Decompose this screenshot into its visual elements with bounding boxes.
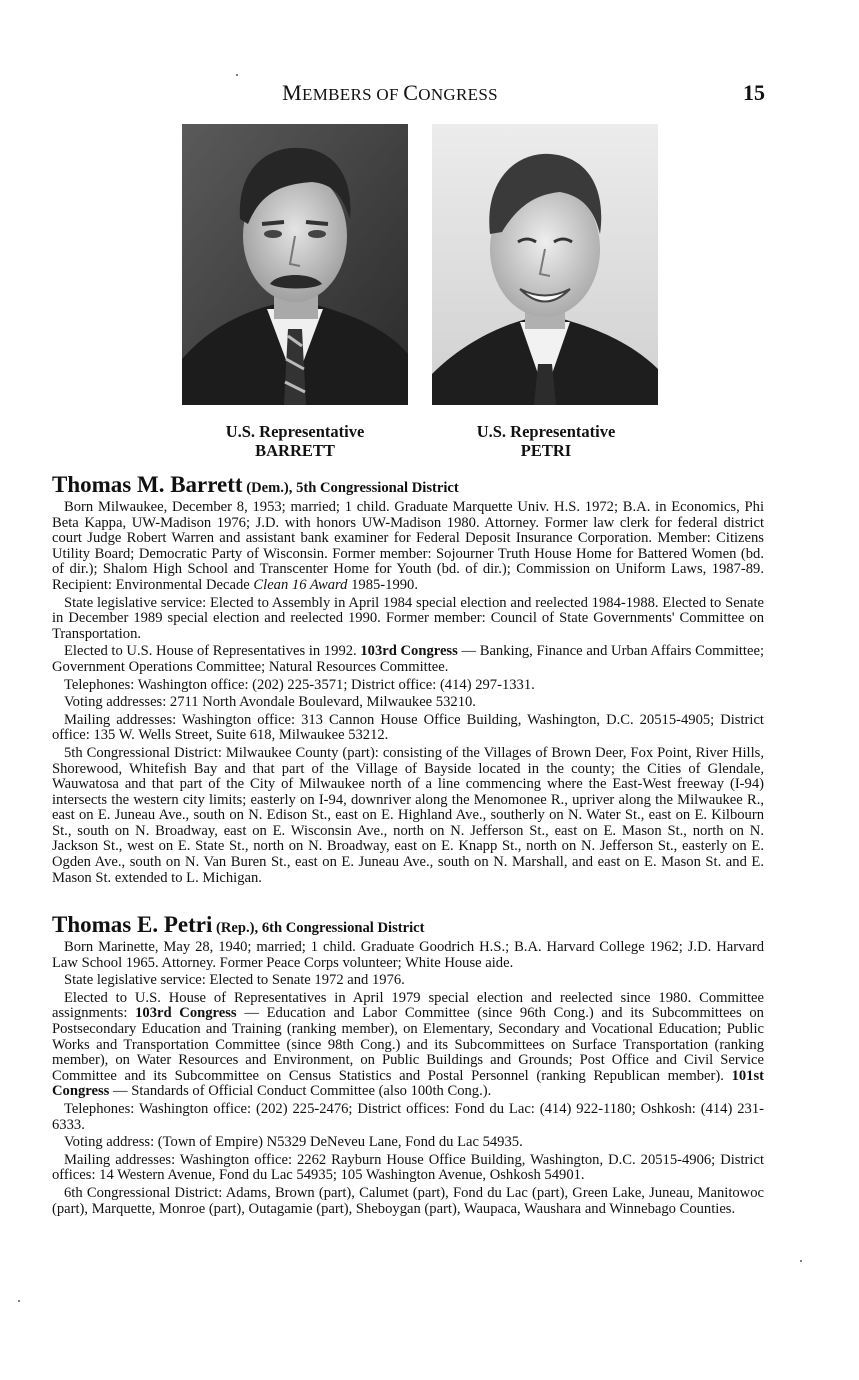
telephones-paragraph: Telephones: Washington office: (202) 225-3571; District office: (414) 297-1331.	[64, 676, 535, 693]
state-service-paragraph: State legislative service: Elected to Assembly in April 1984 special election and reelected 1984-1988. Elected to Senate in December 1989 special election and reelected 1990. Former member: Council of State Governments' Committee on Transportation.	[52, 594, 764, 642]
print-speck	[18, 1300, 20, 1302]
bio-born-paragraph: Born Marinette, May 28, 1940; married; 1 child. Graduate Goodrich H.S.; B.A. Harvard College 1962; J.D. Harvard Law School 1965. Attorney. Former Peace Corps volunteer; White House aide.	[52, 939, 764, 971]
photo-caption-barrett: U.S. Representative BARRETT	[225, 422, 365, 460]
telephones-paragraph: Telephones: Washington office: (202) 225-2476; District offices: Fond du Lac: (414) 922-1180; Oshkosh: (414) 231-6333.	[52, 1100, 764, 1133]
page-number: 15	[743, 80, 765, 105]
award-name: Clean 16 Award	[253, 576, 348, 593]
member-heading	[52, 474, 764, 499]
mailing-paragraph: Mailing addresses: Washington office: 313 Cannon House Office Building, Washington, D.C. 20515-4905; District office: 135 W. Wells Street, Suite 618, Milwaukee 53212.	[52, 711, 764, 744]
running-title: MEMBERS OF CONGRESS	[282, 80, 498, 105]
print-speck	[800, 1260, 802, 1262]
party-district: (Rep.), 6th Congressional District	[216, 920, 425, 936]
elected-paragraph: Elected to U.S. House of Representatives in April 1979 special election and reelected since 1980. Committee assignments: 103rd Congress — Education and Labor Committee (since 96th Cong.) and its Subcommittees on Postsecondary Education and Training (ranking member), on Elementary, Secondary and Vocational Education; Public Works and Transportation Committee (since 98th Cong.) and its Subcommittees on Surface Transportation (ranking member), on Water Resources and Environment, on Public Buildings and Grounds; Post Office and Civil Service Committee and its Subcommittee on Census Statistics and Postal Personnel (ranking Republican member). 101st Congress — Standards of Official Conduct Committee (also 100th Cong.).	[52, 989, 764, 1100]
bio-born-paragraph: Born Milwaukee, December 8, 1953; married; 1 child. Graduate Marquette Univ. H.S. 1972; B.A. in Economics, Phi Beta Kappa, UW-Madison 1976; J.D. with honors UW-Madison 1980. Attorney. Former law clerk for federal district court Judge Robert Warren and assistant bank examiner for Federal Deposit Insurance Corporation. Member: Citizens Utility Board; Democratic Party of Wisconsin. Former member: Sojourner Truth House Home for Battered Women (bd. of dir.); Shalom High School and Transcenter Home for Youth (bd. of dir.); Commission on Uniform Laws, 1987-89. Recipient: Environmental Decade Clean 16 Award 1985-1990.	[52, 499, 764, 593]
page-header	[0, 80, 859, 110]
member-name: Thomas M. Barrett	[52, 472, 243, 497]
bio-barrett	[52, 474, 764, 888]
mailing-paragraph: Mailing addresses: Washington office: 2262 Rayburn House Office Building, Washington, D.C. 20515-4906; District offices: 14 Western Avenue, Fond du Lac 54935; 105 Washington Avenue, Oshkosh 54901.	[52, 1151, 764, 1184]
district-paragraph: 5th Congressional District: Milwaukee County (part): consisting of the Villages of Brown Deer, Fox Point, River Hills, Shorewood, Whitefish Bay and that part of the Village of Bayside located in the county; the Cities of Glendale, Wauwatosa and that part of the City of Milwaukee north of a line commencing where the East-West freeway (I-94) intersects the western city limits; easterly on I-94, downriver along the Menomonee R., upriver along the Milwaukee R., east on E. Juneau Ave., south on N. Edison St., east on E. Highland Ave., southerly on N. Water St., east on E. Kilbourn St., south on N. Broadway, east on E. Wisconsin Ave., north on N. Jefferson St., east on E. Mason St., north on N. Jackson St., west on E. State St., north on N. Broadway, east on E. Knapp St., north on N. Jefferson St., easterly on E. Ogden Ave., south on N. Van Buren St., east on E. Juneau Ave., south on N. Marshall, and east on E. Mason St. and E. Mason St. extended to L. Michigan.	[52, 744, 764, 886]
member-heading	[52, 914, 764, 939]
print-speck	[236, 74, 238, 76]
district-paragraph: 6th Congressional District: Adams, Brown (part), Calumet (part), Fond du Lac (part), Green Lake, Juneau, Manitowoc (part), Marquette, Monroe (part), Outagamie (part), Sheboygan (part), Waupaca, Waushara and Winnebago Counties.	[52, 1184, 764, 1217]
elected-paragraph: Elected to U.S. House of Representatives in 1992. 103rd Congress — Banking, Finance and Urban Affairs Committee; Government Operations Committee; Natural Resources Committee.	[52, 643, 764, 675]
state-service-paragraph: State legislative service: Elected to Senate 1972 and 1976.	[64, 972, 405, 989]
photo-caption-petri: U.S. Representative PETRI	[476, 422, 616, 460]
party-district: (Dem.), 5th Congressional District	[246, 480, 459, 496]
member-name: Thomas E. Petri	[52, 912, 213, 937]
bio-petri	[52, 914, 764, 1219]
portrait-photo-barrett	[182, 124, 408, 405]
voting-paragraph: Voting address: (Town of Empire) N5329 DeNeveu Lane, Fond du Lac 54935.	[64, 1134, 523, 1151]
voting-paragraph: Voting addresses: 2711 North Avondale Boulevard, Milwaukee 53210.	[64, 694, 476, 711]
portrait-photo-petri	[432, 124, 658, 405]
